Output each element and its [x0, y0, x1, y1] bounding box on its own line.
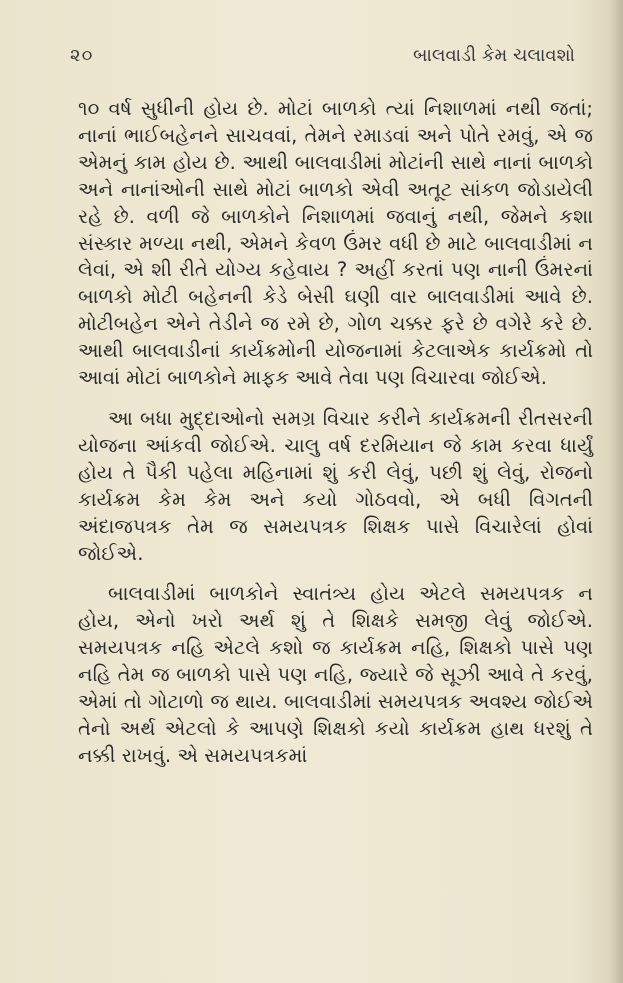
paragraph-2: આ બધા મુદ્દાઓનો સમગ્ર વિચાર કરીને કાર્યક્રમની રીતસરની યોજના આંકવી જોઈએ. ચાલુ વર્ષ દરમિયાન જે કામ કરવા ધાર્યું હોય તે પૈકી પહેલા મહિનામાં શું કરી લેવું, પછી શું લેવું, રોજનો કાર્યક્રમ કેમ કેમ અને કયો ગોઠવવો, એ બધી વિગતની અંદાજપત્રક તેમ જ સમયપત્રક શિક્ષક પાસે વિચારેલાં હોવાં જોઈએ.	[78, 406, 593, 565]
paragraph-1: ૧૦ વર્ષ સુધીની હોય છે. મોટાં બાળકો ત્યાં નિશાળમાં નથી જતાં; નાનાં ભાઈબહેનને સાચવવાં, તેમને રમાડવાં અને પોતે રમવું, એ જ એમનું કામ હોય છે. આથી બાલવાડીમાં મોટાંની સાથે નાનાં બાળકો અને નાનાંઓની સાથે મોટાં બાળકો એવી અતૂટ સાંકળ જોડાયેલી રહે છે. વળી જે બાળકોને નિશાળમાં જવાનું નથી, જેમને કશા સંસ્કાર મળ્યા નથી, એમને કેવળ ઉંમર વધી છે માટે બાલવાડીમાં ન લેવાં, એ શી રીતે યોગ્ય કહેવાય ? અહીં કરતાં પણ નાની ઉંમરનાં બાળકો મોટી બહેનની કેડે બેસી ઘણી વાર બાલવાડીમાં આવે છે. મોટીબહેન એને તેડીને જ રમે છે, ગોળ ચક્કર ફરે છે વગેરે કરે છે. આથી બાલવાડીનાં કાર્યક્રમોની યોજનામાં કેટલાએક કાર્યક્રમો તો આવાં મોટાં બાળકોને માફક આવે તેવા પણ વિચારવા જોઈએ.	[78, 97, 593, 390]
page-number: ૨૦	[70, 44, 94, 66]
page-header	[70, 38, 575, 72]
body-text	[78, 96, 593, 770]
paragraph-3: બાલવાડીમાં બાળકોને સ્વાતંત્ર્ય હોય એટલે સમયપત્રક ન હોય, એનો ખરો અર્થ શું તે શિક્ષકે સમજી લેવું જોઈએ. સમયપત્રક નહિ એટલે કશો જ કાર્યક્રમ નહિ, શિક્ષકો પાસે પણ નહિ તેમ જ બાળકો પાસે પણ નહિ, જ્યારે જે સૂઝી આવે તે કરવું, એમાં તો ગોટાળો જ થાય. બાલવાડીમાં સમયપત્રક અવશ્ય જોઈએ તેનો અર્થ એટલો કે આપણે શિક્ષકો કયો કાર્યક્રમ હાથ ધરશું તે નક્કી રાખવું. એ સમયપત્રકમાં	[78, 582, 593, 767]
running-title: બાલવાડી કેમ ચલાવશો	[413, 44, 575, 66]
page-spine-shadow	[609, 0, 623, 983]
